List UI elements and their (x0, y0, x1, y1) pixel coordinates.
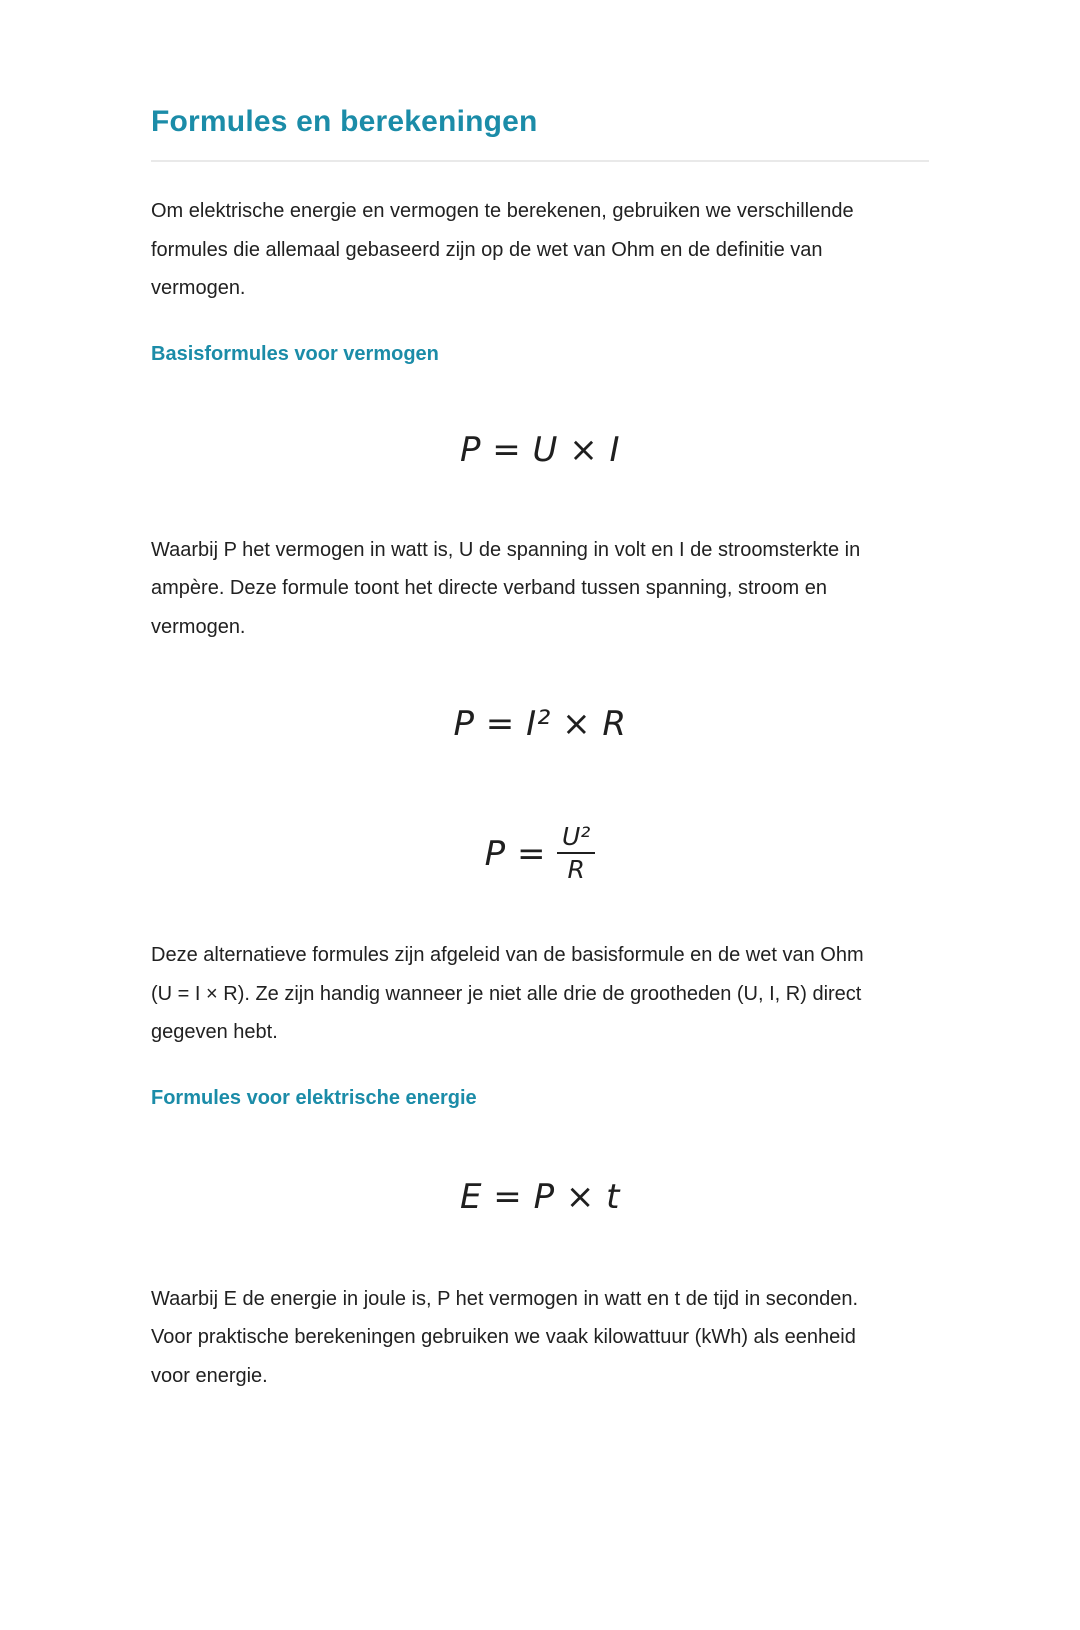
fraction-denominator: R (567, 855, 585, 884)
fraction (557, 824, 595, 883)
formula-power-voltage (151, 824, 929, 883)
fraction-numerator: U² (561, 822, 591, 851)
text-line: voor energie. (151, 1364, 268, 1387)
text-line: Deze alternatieve formules zijn afgeleid van de basisformule en de wet van Ohm (151, 944, 864, 966)
document-page (0, 103, 1080, 1630)
paragraph-power-explanation (151, 531, 929, 647)
fraction-lhs: P = (484, 833, 546, 874)
text-line: formules die allemaal gebaseerd zijn op de wet van Ohm en de definitie van (151, 238, 823, 261)
paragraph-energy-explanation (151, 1280, 929, 1396)
page-title: Formules en berekeningen (151, 105, 538, 138)
paragraph-alternative-explanation (151, 936, 929, 1052)
formula-power-basic: P = U × I (459, 429, 621, 470)
text-line: Waarbij P het vermogen in watt is, U de spanning in volt en I de stroomsterkte in (151, 538, 861, 561)
document-content (151, 103, 929, 1395)
text-line: (U = I × R). Ze zijn handig wanneer je niet alle drie de grootheden (U, I, R) direct (151, 982, 862, 1005)
formula-power-current: P = I² × R (453, 704, 627, 744)
text-line: ampère. Deze formule toont het directe verband tussen spanning, stroom en (151, 577, 827, 599)
text-line: Voor praktische berekeningen gebruiken we vaak kilowattuur (kWh) als eenheid (151, 1326, 856, 1348)
formula-energy: E = P × t (459, 1176, 621, 1217)
subheading-power-formulas: Basisformules voor vermogen (151, 342, 439, 365)
title-divider (151, 160, 929, 162)
text-line: Om elektrische energie en vermogen te berekenen, gebruiken we verschillende (151, 200, 854, 222)
subheading-energy-formulas: Formules voor elektrische energie (151, 1086, 477, 1109)
text-line: vermogen. (151, 615, 246, 638)
paragraph-intro (151, 192, 929, 308)
text-line: gegeven hebt. (151, 1021, 278, 1043)
text-line: Waarbij E de energie in joule is, P het vermogen in watt en t de tijd in seconden. (151, 1287, 859, 1310)
text-line: vermogen. (151, 277, 246, 299)
fraction-bar (557, 852, 595, 854)
